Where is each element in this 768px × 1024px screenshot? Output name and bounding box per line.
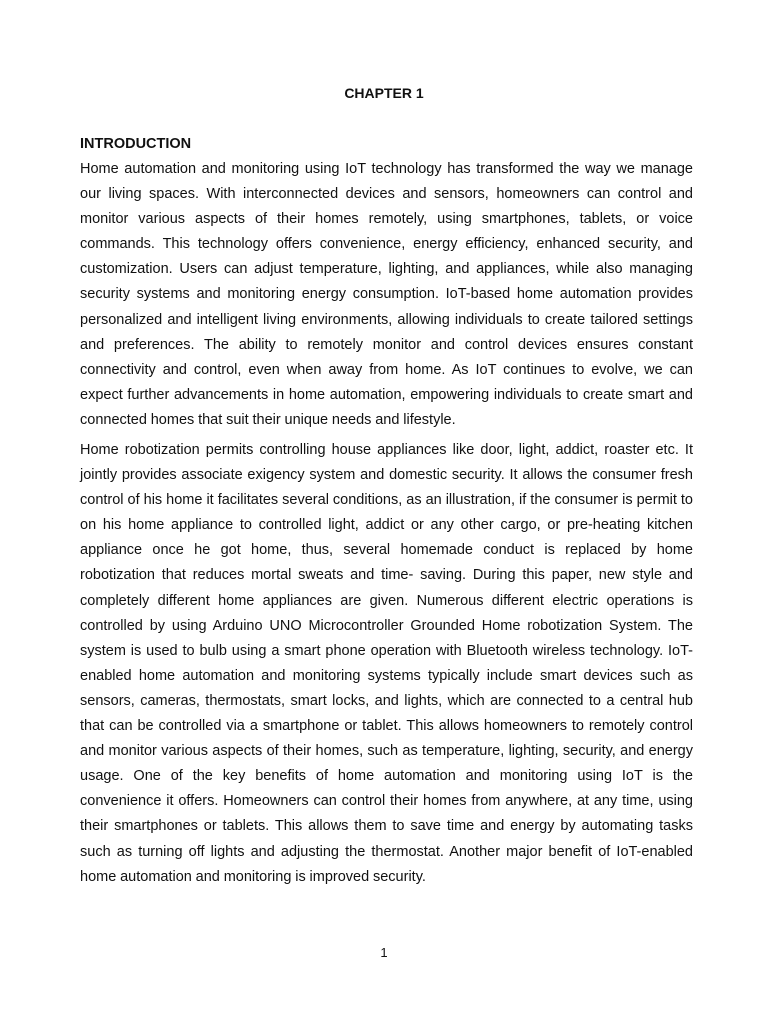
page-number: 1 (380, 945, 388, 960)
section-heading: INTRODUCTION (80, 136, 192, 152)
body-paragraph: Home robotization permits controlling house appliances like door, light, addict, roaster etc. It jointly provides associate exigency system and domestic security. It allows the consumer fresh control of his home it facilitates several conditions, as an illustration, if the consumer is permit to on his home appliance to controlled light, addict or any other cargo, or pre-heating kitchen appliance once he got home, thus, several homemade conduct is replaced by home robotization that reduces mortal sweats and time- saving. During this paper, new style and completely different home appliances are given. Numerous different electric operations is controlled by using Arduino UNO Microcontroller Grounded Home robotization System. The system is used to bulb using a smart phone operation with Bluetooth wireless technology. IoT-enabled home automation and monitoring systems typically include smart devices such as sensors, cameras, thermostats, smart locks, and lights, which are connected to a central hub that can be controlled via a smartphone or tablet. This allows homeowners to remotely control and monitor various aspects of their homes, such as temperature, lighting, security, and energy usage. One of the key benefits of home automation and monitoring using IoT is the convenience it offers. Homeowners can control their homes from anywhere, at any time, using their smartphones or tablets. This allows them to save time and energy by automating tasks such as turning off lights and adjusting the thermostat. Another major benefit of IoT-enabled home automation and monitoring is improved security. (80, 442, 693, 885)
chapter-heading: CHAPTER 1 (344, 85, 424, 101)
body-paragraph: Home automation and monitoring using IoT technology has transformed the way we manage our living spaces. With interconnected devices and sensors, homeowners can control and monitor various aspects of their homes remotely, using smartphones, tablets, or voice commands. This technology offers convenience, energy efficiency, enhanced security, and customization. Users can adjust temperature, lighting, and appliances, while also managing security systems and monitoring energy consumption. IoT-based home automation provides personalized and intelligent living environments, allowing individuals to create tailored settings and preferences. The ability to remotely monitor and control devices ensures constant connectivity and control, even when away from home. As IoT continues to evolve, we can expect further advancements in home automation, empowering individuals to create smart and connected homes that suit their unique needs and lifestyle. (80, 161, 693, 428)
